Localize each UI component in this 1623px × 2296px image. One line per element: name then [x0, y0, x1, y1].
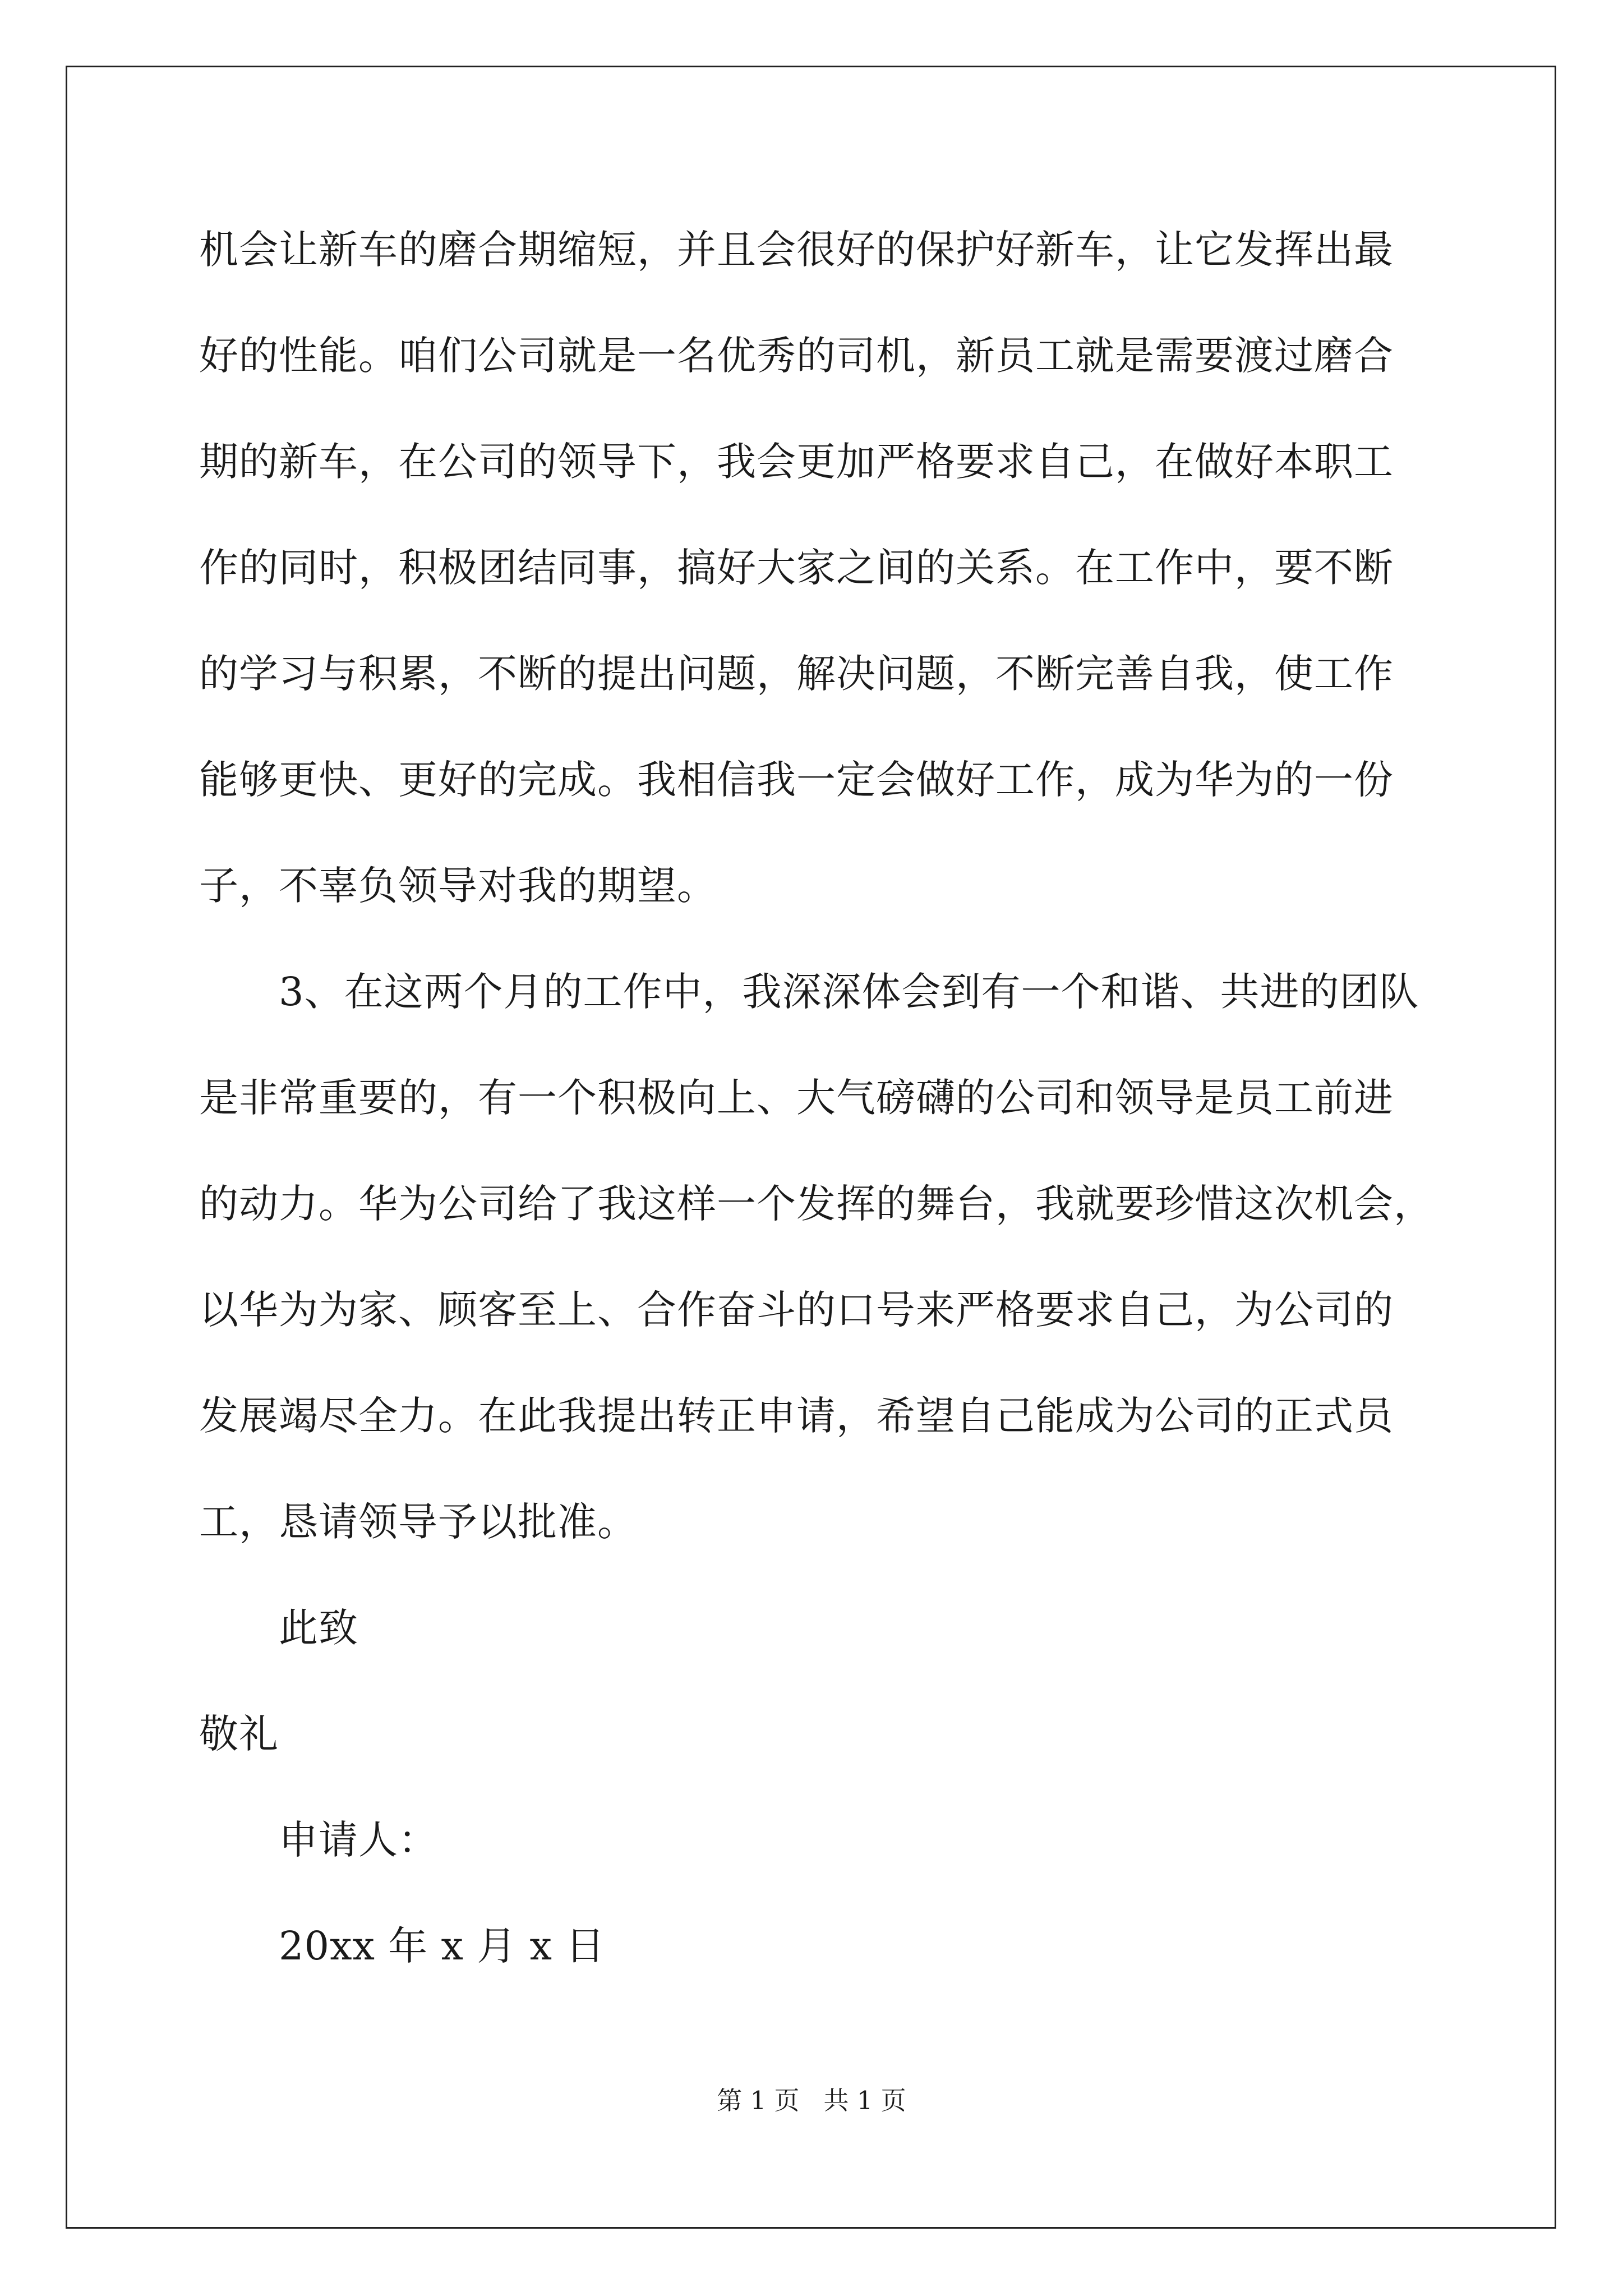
document-body: [199, 213, 1438, 2016]
text-line: 子，不辜负领导对我的期望。: [199, 863, 717, 909]
date-line: 20xx 年 x 月 x 日: [199, 1923, 606, 1969]
text-line: 发展竭尽全力。在此我提出转正申请，希望自己能成为公司的正式员: [199, 1393, 1394, 1439]
text-line: 是非常重要的，有一个积极向上、大气磅礴的公司和领导是员工前进: [199, 1075, 1394, 1121]
text-line: 以华为为家、顾客至上、合作奋斗的口号来严格要求自己，为公司的: [199, 1287, 1394, 1333]
closing-salutation: 此致: [199, 1605, 358, 1651]
text-line: 工，恳请领导予以批准。: [199, 1499, 637, 1545]
closing-regards: 敬礼: [199, 1711, 279, 1757]
page-footer: 第 1 页 共 1 页: [717, 2086, 906, 2115]
paragraph-3-start: 3、在这两个月的工作中，我深深体会到有一个和谐、共进的团队: [199, 969, 1419, 1015]
text-line: 期的新车，在公司的领导下，我会更加严格要求自己，在做好本职工: [199, 439, 1394, 485]
applicant-label: 申请人：: [199, 1817, 438, 1863]
text-line: 好的性能。咱们公司就是一名优秀的司机，新员工就是需要渡过磨合: [199, 333, 1394, 379]
text-line: 的学习与积累，不断的提出问题，解决问题，不断完善自我，使工作: [199, 651, 1394, 697]
text-line: 能够更快、更好的完成。我相信我一定会做好工作，成为华为的一份: [199, 757, 1394, 803]
text-line: 机会让新车的磨合期缩短，并且会很好的保护好新车，让它发挥出最: [199, 227, 1394, 273]
text-line: 的动力。华为公司给了我这样一个发挥的舞台，我就要珍惜这次机会，: [199, 1181, 1433, 1227]
text-line: 作的同时，积极团结同事，搞好大家之间的关系。在工作中，要不断: [199, 545, 1394, 591]
